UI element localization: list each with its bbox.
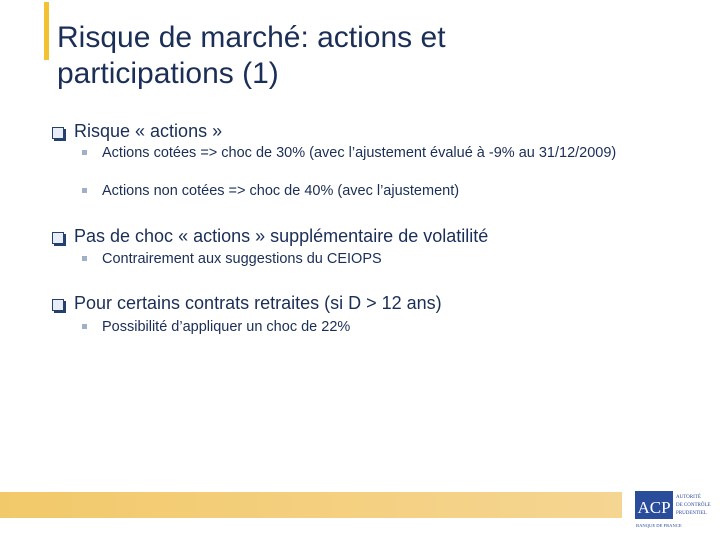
- section-1-item-2-text: Actions non cotées => choc de 40% (avec l’ajustement): [102, 183, 460, 199]
- acp-logo-name-line-3: PRUDENTIEL: [676, 511, 707, 516]
- acp-logo-subtitle: BANQUE DE FRANCE: [636, 523, 682, 528]
- footer-bar: [0, 492, 622, 518]
- square-bullet-icon: [82, 188, 87, 193]
- section-1-heading-text: Risque « actions »: [74, 121, 223, 141]
- section-1-item-1: [82, 144, 672, 163]
- section-3-item-1: [82, 318, 672, 337]
- square-bullet-icon: [82, 324, 87, 329]
- acp-logo-name-line-1: AUTORITÉ: [676, 495, 701, 500]
- section-2-heading-text: Pas de choc « actions » supplémentaire de volatilité: [74, 226, 489, 246]
- checkbox-bullet-icon: [52, 232, 64, 244]
- acp-logo: [634, 490, 714, 530]
- page-title-line-2: participations (1): [57, 57, 279, 90]
- checkbox-bullet-icon: [52, 299, 64, 311]
- section-3-heading-text: Pour certains contrats retraites (si D > 12 ans): [74, 293, 442, 313]
- checkbox-bullet-icon: [52, 127, 64, 139]
- section-2-item-1: [82, 250, 672, 269]
- acp-logo-name-line-2: DE CONTRÔLE: [676, 503, 711, 508]
- title-accent-bar: [44, 2, 49, 60]
- section-1-item-2: [82, 182, 672, 201]
- section-2-item-1-text: Contrairement aux suggestions du CEIOPS: [102, 251, 382, 267]
- square-bullet-icon: [82, 150, 87, 155]
- section-1-item-1-text: Actions cotées => choc de 30% (avec l’ajustement évalué à -9% au 31/12/2009): [102, 145, 617, 161]
- page-title: [57, 20, 677, 92]
- square-bullet-icon: [82, 256, 87, 261]
- acp-logo-acronym: ACP: [637, 498, 671, 517]
- section-3-item-1-text: Possibilité d’appliquer un choc de 22%: [102, 319, 351, 335]
- page-title-line-1: Risque de marché: actions et: [57, 21, 446, 54]
